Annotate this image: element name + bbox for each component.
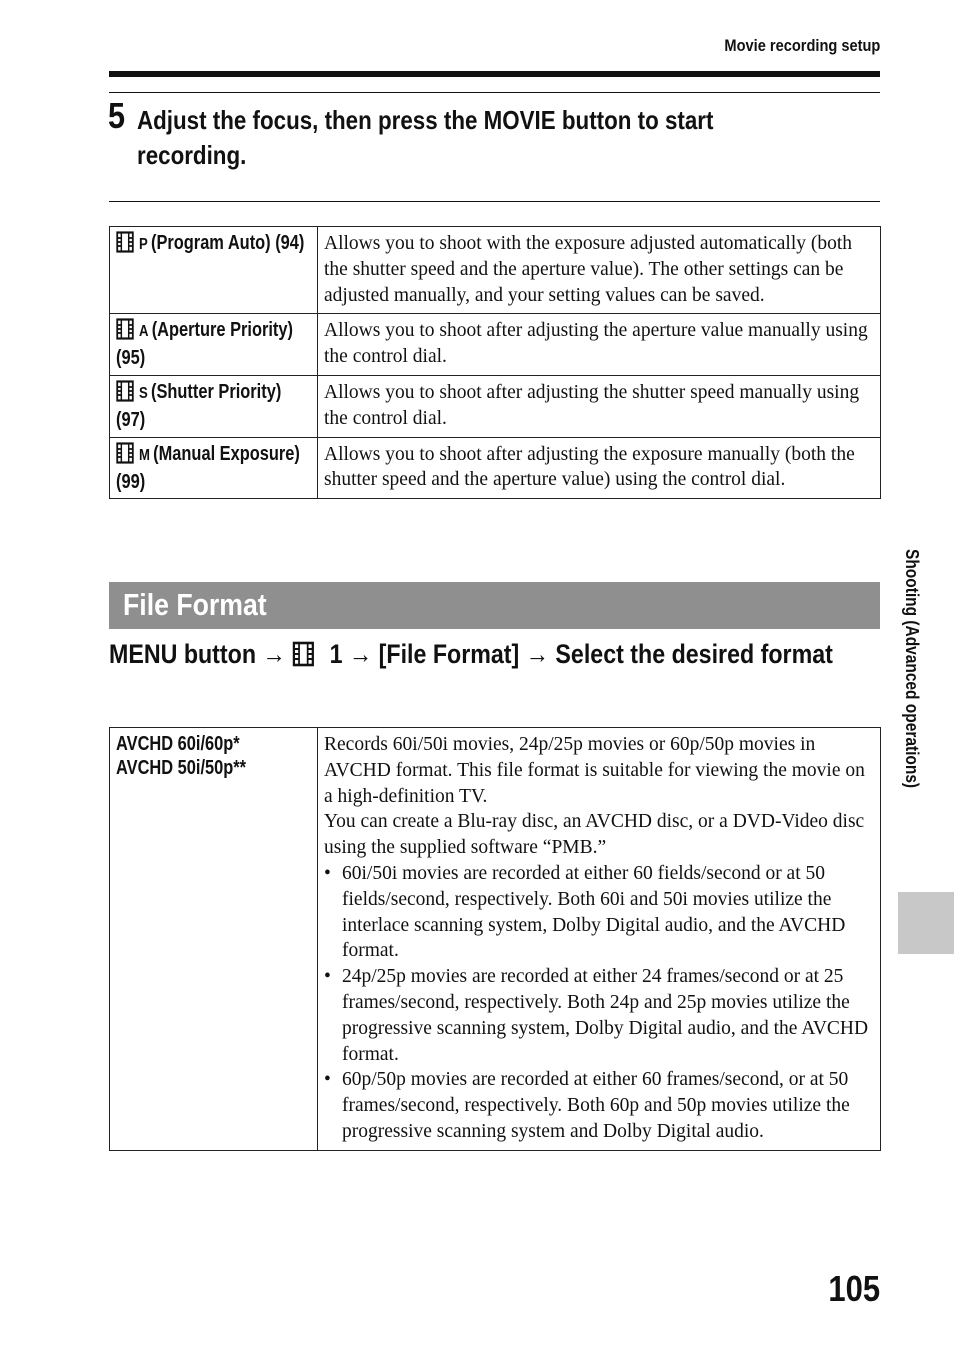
mode-label: (Program Auto) (94) — [150, 232, 305, 254]
mode-description: Allows you to shoot after adjusting the aperture value manually using the control dial. — [318, 314, 881, 376]
mode-description: Allows you to shoot with the exposure adjusted automatically (both the shutter speed and the aperture value). The other settings can be adjusted manually, and your setting values can be saved. — [318, 227, 881, 314]
table-row — [110, 375, 881, 437]
movie-aperture-icon — [116, 318, 137, 346]
format-label-50: AVCHD 50i/50p — [116, 757, 234, 779]
menu-path — [109, 637, 866, 676]
list-item: • 60p/50p movies are recorded at either 60 frames/second, or at 50 frames/second, respectively. Both 60p and 50p movies utilize the progressive scanning system and Dolby Digital audio. — [324, 1069, 850, 1142]
side-tab-label: Shooting (Advanced operations) — [902, 549, 922, 789]
page-number: 105 — [828, 1268, 880, 1309]
mode-label-cell — [110, 437, 318, 499]
section-header — [109, 582, 880, 629]
menu-path-step-menu: MENU button — [109, 639, 257, 669]
step-instruction: Adjust the focus, then press the MOVIE button to start recording. — [137, 105, 714, 170]
list-item: • 24p/25p movies are recorded at either 24 frames/second or at 25 frames/second, respectively. Both 24p and 25p movies utilize the progressive scanning system, Dolby Digital audio, and the AVCHD format. — [324, 966, 869, 1065]
movie-shutter-icon — [116, 380, 137, 408]
arrow-right-icon: → — [348, 639, 373, 669]
mode-letter: P — [138, 236, 148, 253]
table-row — [110, 314, 881, 376]
file-format-table — [109, 727, 881, 1151]
arrow-right-icon: → — [525, 639, 549, 669]
table-row — [110, 728, 881, 1151]
mode-label-cell — [110, 375, 318, 437]
format-label-cell — [110, 728, 318, 1151]
movie-manual-icon — [116, 442, 137, 470]
format-description-cell — [318, 728, 881, 1151]
step-rule — [109, 201, 880, 202]
mode-label-cell — [110, 227, 318, 314]
menu-path-step-select: Select the desired format — [555, 639, 833, 669]
format-intro-disc: You can create a Blu-ray disc, an AVCHD disc, or a DVD-Video disc using the supplied software “PMB.” — [324, 811, 865, 859]
movie-program-icon — [116, 231, 137, 259]
list-item: • 60i/50i movies are recorded at either 60 fields/second or at 50 fields/second, respectively. Both 60i and 50i movies utilize the interlace scanning system, Dolby Digital audio, and the AVCHD format. — [324, 862, 846, 962]
movie-menu-icon — [292, 641, 321, 676]
side-tab-label-wrap — [896, 549, 926, 879]
step-number: 5 — [108, 95, 126, 136]
format-label-60: AVCHD 60i/60p — [116, 733, 234, 755]
mode-description: Allows you to shoot after adjusting the exposure manually (both the shutter speed and the aperture value) using the control dial. — [318, 437, 881, 499]
footnote-mark: * — [233, 733, 240, 755]
menu-path-step-tab: 1 — [329, 639, 343, 669]
mode-letter: A — [138, 323, 149, 341]
shooting-modes-table — [109, 226, 881, 499]
mode-label: (Manual Exposure) (99) — [116, 442, 300, 493]
header-thin-rule — [109, 92, 880, 93]
mode-label: (Shutter Priority) (97) — [116, 380, 282, 431]
header-thick-rule — [109, 71, 880, 77]
section-title: File Format — [123, 587, 267, 622]
table-row — [110, 227, 881, 314]
side-tab-marker — [898, 892, 954, 954]
format-intro: Records 60i/50i movies, 24p/25p movies or 60p/50p movies in AVCHD format. This file format is suitable for viewing the movie on a high-definition TV. — [324, 734, 865, 807]
footnote-mark: ** — [233, 757, 247, 779]
mode-label: (Aperture Priority) (95) — [116, 319, 293, 370]
table-row — [110, 437, 881, 499]
menu-path-step-item: [File Format] — [378, 639, 520, 669]
mode-description: Allows you to shoot after adjusting the shutter speed manually using the control dial. — [318, 375, 881, 437]
arrow-right-icon: → — [262, 639, 286, 669]
mode-label-cell — [110, 314, 318, 376]
running-head: Movie recording setup — [724, 36, 880, 55]
mode-letter: M — [138, 446, 150, 464]
mode-letter: S — [138, 384, 148, 402]
